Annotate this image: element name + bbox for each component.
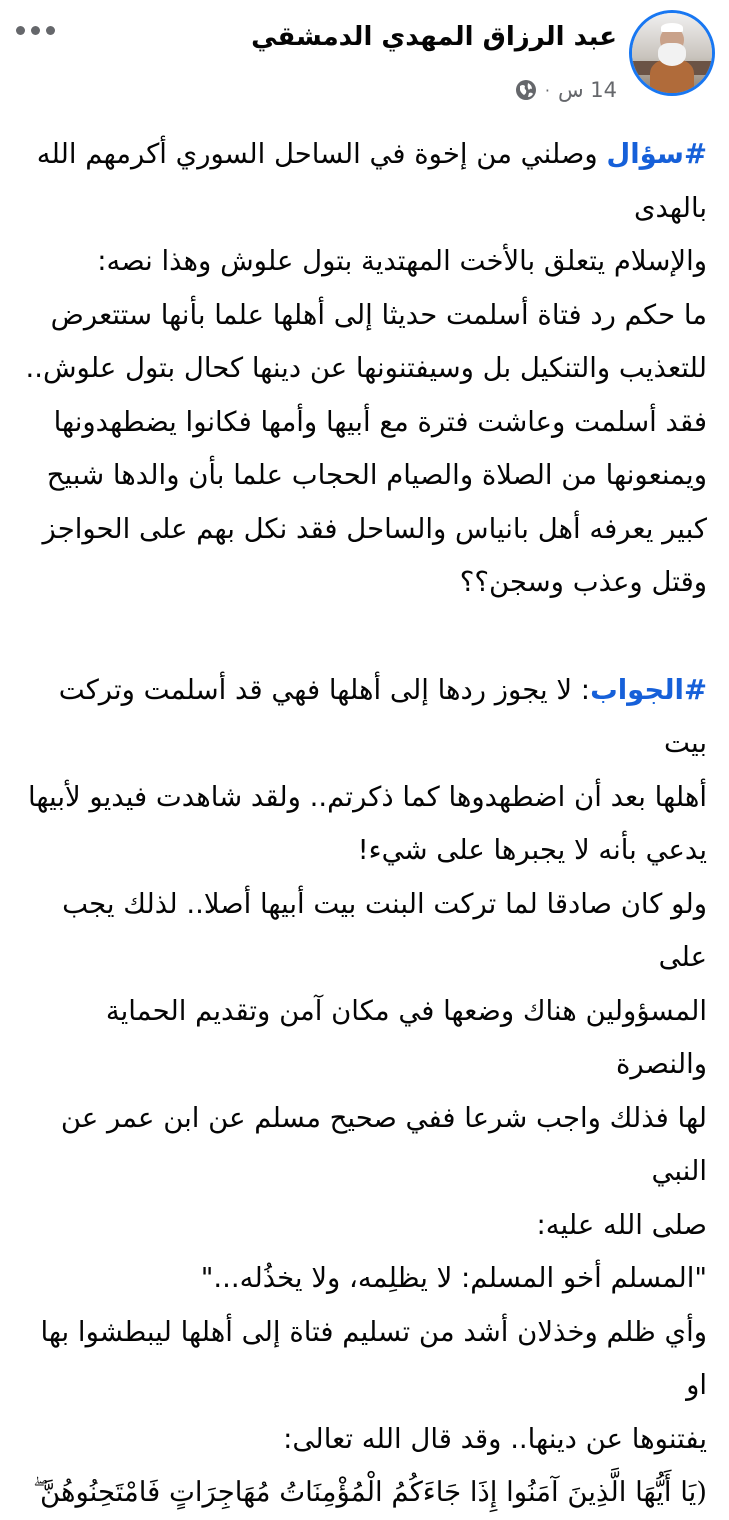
more-options-icon[interactable] <box>16 26 55 35</box>
author-name[interactable]: عبد الرزاق المهدي الدمشقي <box>251 22 617 52</box>
answer-line: يفتنوها عن دينها.. وقد قال الله تعالى: <box>283 1422 707 1455</box>
answer-line: ولو كان صادقا لما تركت البنت بيت أبيها أصلا.. لذلك يجب على <box>62 887 707 973</box>
question-line: فقد أسلمت وعاشت فترة مع أبيها وأمها فكانوا يضطهدونها <box>53 405 707 438</box>
question-line: #سؤال وصلني من إخوة في الساحل السوري أكرمهم الله بالهدى <box>36 138 707 224</box>
meta-separator: · <box>544 80 550 100</box>
post-time[interactable]: 14 س <box>557 78 617 102</box>
globe-icon <box>515 79 537 101</box>
answer-line: وأي ظلم وخذلان أشد من تسليم فتاة إلى أهلها ليبطشوا بها او <box>40 1315 707 1401</box>
paragraph-gap <box>22 610 707 664</box>
hadith-quote: "المسلم أخو المسلم: لا يظلِمه، ولا يخذُله..." <box>200 1262 707 1294</box>
quran-verse: (يَا أَيُّهَا الَّذِينَ آمَنُوا إِذَا جَاءَكُمُ الْمُؤْمِنَاتُ مُهَاجِرَاتٍ فَامْتَحِنُوهُنَّ ۖ <box>33 1476 707 1508</box>
avatar[interactable] <box>629 10 715 96</box>
hashtag-question[interactable]: #سؤال <box>606 138 707 170</box>
question-line: كبير يعرفه أهل بانياس والساحل فقد نكل بهم على الحواجز <box>42 512 707 545</box>
answer-line: المسؤولين هناك وضعها في مكان آمن وتقديم الحماية والنصرة <box>105 994 707 1080</box>
question-line: والإسلام يتعلق بالأخت المهتدية بتول علوش وهذا نصه: <box>97 245 707 277</box>
answer-line: يدعي بأنه لا يجبرها على شيء! <box>357 834 707 866</box>
question-line: ما حكم رد فتاة أسلمت حديثا إلى أهلها علما بأنها ستتعرض <box>50 298 707 331</box>
post-header <box>0 0 729 128</box>
post-body <box>0 128 729 1520</box>
answer-line: أهلها بعد أن اضطهدوها كما ذكرتم.. ولقد شاهدت فيديو لأبيها <box>28 780 707 813</box>
answer-line: #الجواب: لا يجوز ردها إلى أهلها فهي قد أسلمت وتركت بيت <box>58 673 707 759</box>
answer-line: لها فذلك واجب شرعا ففي صحيح مسلم عن ابن عمر عن النبي <box>60 1101 707 1187</box>
question-line: للتعذيب والتنكيل بل وسيفتنونها عن دينها كحال بتول علوش.. <box>25 352 707 384</box>
question-line: وقتل وعذب وسجن؟؟ <box>459 566 707 598</box>
hashtag-answer[interactable]: #الجواب <box>590 673 707 706</box>
question-line: ويمنعونها من الصلاة والصيام الحجاب علما بأن والدها شبيح <box>46 459 707 491</box>
post-meta <box>515 78 617 102</box>
answer-line: صلى الله عليه: <box>536 1208 707 1241</box>
